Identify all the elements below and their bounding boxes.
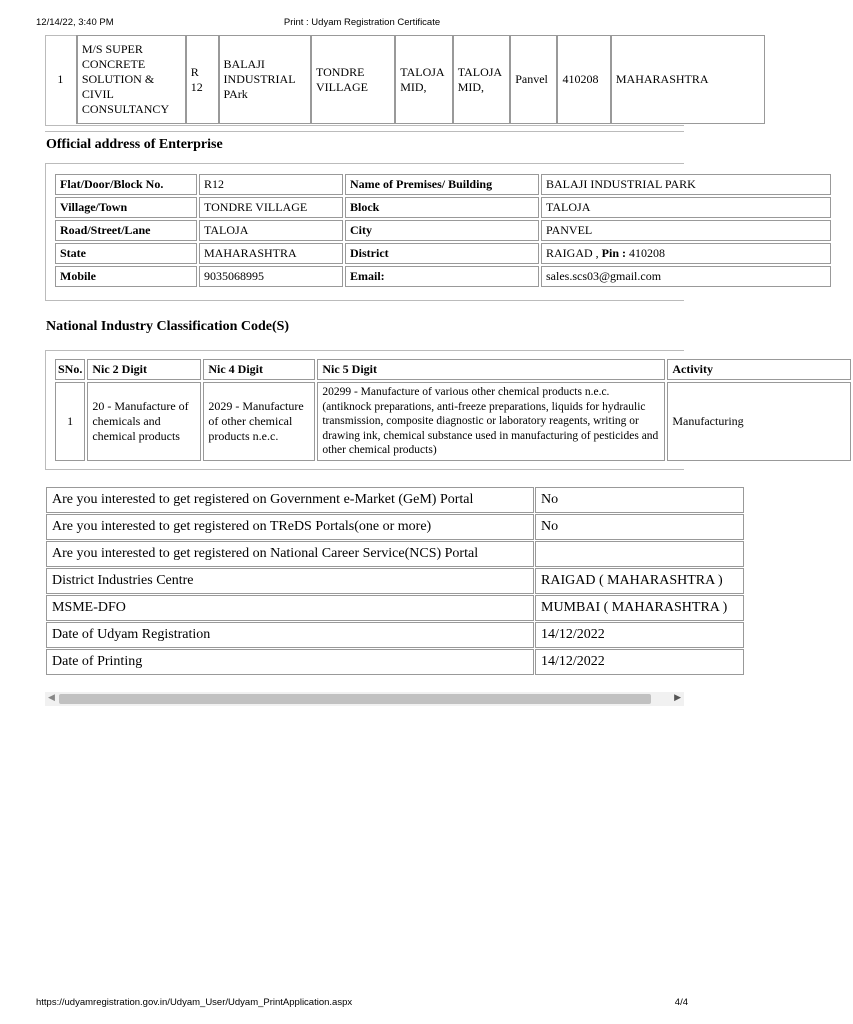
value-village: TONDRE VILLAGE — [199, 197, 343, 218]
col-sno: SNo. — [55, 359, 85, 380]
unit-city: Panvel — [510, 35, 557, 124]
table-row — [46, 649, 744, 675]
label-road: Road/Street/Lane — [55, 220, 197, 241]
table-row — [55, 359, 851, 380]
table-row — [55, 197, 831, 218]
value-road: TALOJA — [199, 220, 343, 241]
questions-table — [45, 486, 745, 676]
unit-road: TALOJA MID, — [453, 35, 511, 124]
col-nic4: Nic 4 Digit — [203, 359, 315, 380]
table-row — [55, 220, 831, 241]
horizontal-scrollbar[interactable] — [45, 692, 684, 706]
nic-heading: National Industry Classification Code(S) — [46, 319, 290, 334]
answer-dic: RAIGAD ( MAHARASHTRA ) — [535, 568, 744, 594]
table-row — [55, 243, 831, 264]
nic-sno: 1 — [55, 382, 85, 461]
question-gem: Are you interested to get registered on Government e-Market (GeM) Portal — [46, 487, 534, 513]
col-nic2: Nic 2 Digit — [87, 359, 201, 380]
official-address-heading: Official address of Enterprise — [46, 137, 223, 152]
unit-premises: BALAJI INDUSTRIAL PArk — [219, 35, 311, 124]
table-row — [46, 595, 744, 621]
answer-treds: No — [535, 514, 744, 540]
value-district — [541, 243, 831, 264]
answer-gem: No — [535, 487, 744, 513]
table-row — [46, 514, 744, 540]
divider — [45, 131, 684, 132]
question-dic: District Industries Centre — [46, 568, 534, 594]
table-row — [55, 266, 831, 287]
activity-value: Manufacturing — [667, 382, 851, 461]
value-flat: R12 — [199, 174, 343, 195]
unit-village: TONDRE VILLAGE — [311, 35, 395, 124]
answer-printing-date: 14/12/2022 — [535, 649, 744, 675]
print-title: Print : Udyam Registration Certificate — [283, 17, 441, 28]
col-nic5: Nic 5 Digit — [317, 359, 665, 380]
nic-table — [53, 357, 853, 463]
unit-sno: 1 — [45, 35, 77, 124]
page-number: 4/4 — [674, 997, 688, 1008]
nic-clip — [45, 357, 744, 465]
question-ncs: Are you interested to get registered on National Career Service(NCS) Portal — [46, 541, 534, 567]
address-table — [53, 172, 833, 289]
label-flat: Flat/Door/Block No. — [55, 174, 197, 195]
question-printing-date: Date of Printing — [46, 649, 534, 675]
table-row — [55, 174, 831, 195]
table-row — [46, 487, 744, 513]
value-city: PANVEL — [541, 220, 831, 241]
nic2-value: 20 - Manufacture of chemicals and chemical products — [87, 382, 201, 461]
table-row — [55, 382, 851, 461]
table-row — [46, 622, 744, 648]
answer-ncs — [535, 541, 744, 567]
label-premises: Name of Premises/ Building — [345, 174, 539, 195]
table-row — [46, 541, 744, 567]
question-msme-dfo: MSME-DFO — [46, 595, 534, 621]
question-treds: Are you interested to get registered on TReDS Portals(one or more) — [46, 514, 534, 540]
label-mobile: Mobile — [55, 266, 197, 287]
answer-registration-date: 14/12/2022 — [535, 622, 744, 648]
answer-msme-dfo: MUMBAI ( MAHARASHTRA ) — [535, 595, 744, 621]
value-state: MAHARASHTRA — [199, 243, 343, 264]
address-clip — [45, 172, 696, 297]
question-registration-date: Date of Udyam Registration — [46, 622, 534, 648]
table-row — [46, 568, 744, 594]
unit-pin: 410208 — [557, 35, 610, 124]
label-city: City — [345, 220, 539, 241]
value-block: TALOJA — [541, 197, 831, 218]
unit-table-clip — [45, 35, 709, 124]
label-state: State — [55, 243, 197, 264]
page-url: https://udyamregistration.gov.in/Udyam_User/Udyam_PrintApplication.aspx — [36, 997, 353, 1008]
district-name: RAIGAD , — [546, 246, 599, 260]
unit-state: MAHARASHTRA — [611, 35, 765, 124]
unit-flat: R 12 — [186, 35, 219, 124]
nic4-value: 2029 - Manufacture of other chemical products n.e.c. — [203, 382, 315, 461]
unit-table — [45, 35, 765, 124]
label-district: District — [345, 243, 539, 264]
scroll-right-icon[interactable]: ▶ — [674, 693, 681, 703]
scroll-left-icon[interactable]: ◀ — [48, 693, 55, 703]
label-village: Village/Town — [55, 197, 197, 218]
value-email: sales.scs03@gmail.com — [541, 266, 831, 287]
value-pin: 410208 — [629, 246, 666, 260]
label-email: Email: — [345, 266, 539, 287]
value-premises: BALAJI INDUSTRIAL PARK — [541, 174, 831, 195]
value-mobile: 9035068995 — [199, 266, 343, 287]
label-block: Block — [345, 197, 539, 218]
questions-clip — [45, 486, 728, 675]
unit-block: TALOJA MID, — [395, 35, 453, 124]
scrollbar-thumb[interactable] — [59, 694, 651, 704]
unit-name: M/S SUPER CONCRETE SOLUTION & CIVIL CONSULTANCY — [77, 35, 186, 124]
print-datetime: 12/14/22, 3:40 PM — [36, 17, 114, 28]
label-pin: Pin : — [601, 246, 627, 260]
nic5-value: 20299 - Manufacture of various other chemical products n.e.c. (antiknock preparations, anti-freeze preparations, liquids for hydraulic transmission, composite diagnostic or laboratory reagents, writing or drawing ink, chemical substance used in manufacturing of pesticides and other chemical products) — [317, 382, 665, 461]
col-activity: Activity — [667, 359, 851, 380]
table-row — [45, 35, 765, 124]
